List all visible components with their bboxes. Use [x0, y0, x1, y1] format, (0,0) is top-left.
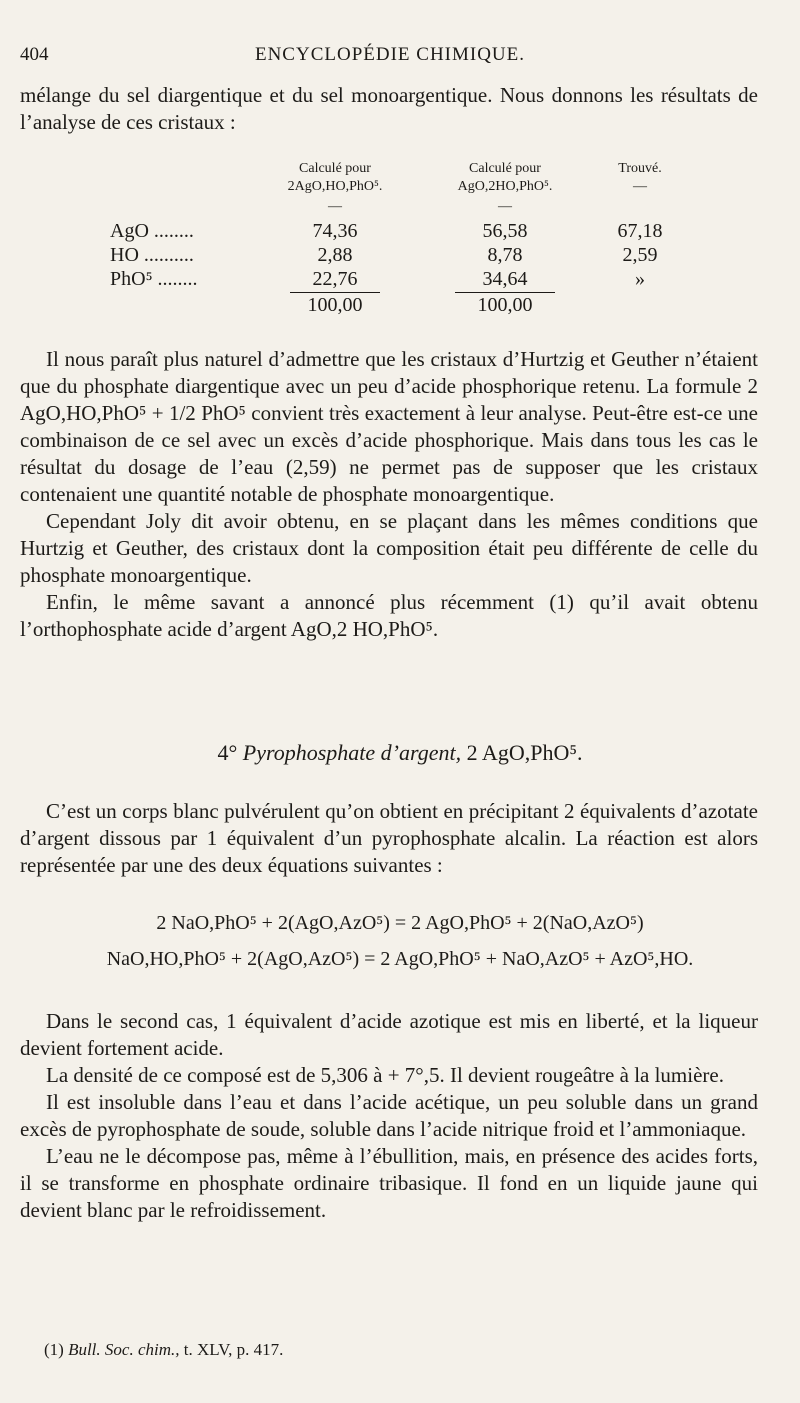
footnote-mark: (1): [44, 1340, 64, 1359]
col2-header-line2: AgO,2HO,PhO⁵.: [457, 179, 553, 194]
col2-header-line1: Calculé pour: [469, 161, 541, 176]
row-value: 56,58: [482, 220, 528, 242]
paragraph: La densité de ce composé est de 5,306 à + 7°,5. Il devient rougeâtre à la lumière.: [46, 1063, 724, 1087]
paragraph: C’est un corps blanc pulvérulent qu’on obtient en précipitant 2 équivalents d’azotate d’argent dissous par 1 équivalent d’un pyrophosphate alcalin. La réaction est alors représentée par une des deux équations suivantes :: [20, 799, 758, 877]
paragraph: Cependant Joly dit avoir obtenu, en se plaçant dans les mêmes conditions que Hurtzig et Geuther, des cristaux dont la composition était peu différente de celle du phosphate monoargentique.: [20, 509, 758, 587]
page-number: 404: [20, 44, 49, 65]
equation-2: NaO,HO,PhO⁵ + 2(AgO,AzO⁵) = 2 AgO,PhO⁵ + NaO,AzO⁵ + AzO⁵,HO.: [106, 948, 694, 970]
row-label: PhO⁵ ........: [110, 268, 198, 290]
row-label: AgO ........: [110, 220, 194, 242]
table-row: [110, 244, 710, 268]
row-value: 2,88: [317, 244, 353, 266]
equation-1: 2 NaO,PhO⁵ + 2(AgO,AzO⁵) = 2 AgO,PhO⁵ + 2(NaO,AzO⁵): [156, 912, 644, 934]
intro-text: mélange du sel diargentique et du sel monoargentique. Nous donnons les résultats de l’analyse de ces cristaux :: [20, 83, 758, 134]
section-number: 4°: [217, 740, 238, 765]
total-rule: [455, 292, 555, 293]
total-value: 100,00: [307, 294, 363, 316]
row-value: 74,36: [312, 220, 358, 242]
col3-header-line2: —: [633, 179, 647, 194]
running-title: ENCYCLOPÉDIE CHIMIQUE.: [254, 44, 526, 65]
footnote-ref: t. XLV, p. 417.: [183, 1340, 284, 1359]
col1-header-line2: 2AgO,HO,PhO⁵.: [287, 179, 383, 194]
paragraph: Il nous paraît plus naturel d’admettre que les cristaux d’Hurtzig et Geuther n’étaient que du phosphate diargentique avec un peu d’acide phosphorique retenu. La formule 2 AgO,HO,PhO⁵ + 1/2 PhO⁵ convient très exactement à leur analyse. Peut-être est-ce une combinaison de ce sel avec un excès d’acide phosphorique. Mais dans tous les cas le résultat du dosage de l’eau (2,59) ne permet pas de supposer que les cristaux contenaient une quantité notable de phosphate monoargentique.: [20, 347, 758, 506]
col3-header-line1: Trouvé.: [618, 161, 662, 176]
col1-header-line1: Calculé pour: [299, 161, 371, 176]
total-row: [110, 294, 710, 318]
reaction-paragraph: [20, 798, 758, 879]
col2-header: [430, 160, 580, 196]
col1-dash: —: [328, 199, 342, 214]
property-paragraphs: [20, 1008, 758, 1224]
section-formula: 2 AgO,PhO⁵.: [466, 740, 583, 765]
col2-dash: —: [498, 199, 512, 214]
footnote: [44, 1340, 283, 1360]
row-value: »: [635, 268, 645, 290]
intro-paragraph: [20, 82, 758, 136]
row-value: 2,59: [622, 244, 658, 266]
paragraph: Il est insoluble dans l’eau et dans l’acide acétique, un peu soluble dans un grand excès de pyrophosphate de soude, soluble dans l’acide nitrique froid et l’ammoniaque.: [20, 1090, 758, 1141]
row-value: 22,76: [312, 268, 358, 290]
footnote-source: Bull. Soc. chim.,: [68, 1340, 180, 1359]
paragraph: L’eau ne le décompose pas, même à l’ébullition, mais, en présence des acides forts, il se transforme en phosphate ordinaire tribasique. Il fond en un liquide jaune qui devient blanc par le refroidissement.: [20, 1144, 758, 1222]
col3-header: [590, 160, 690, 196]
total-rule: [290, 292, 380, 293]
row-value: 8,78: [487, 244, 523, 266]
section-heading: [0, 740, 800, 766]
paragraph: Enfin, le même savant a annoncé plus récemment (1) qu’il avait obtenu l’orthophosphate acide d’argent AgO,2 HO,PhO⁵.: [20, 590, 758, 641]
paragraph: Dans le second cas, 1 équivalent d’acide azotique est mis en liberté, et la liqueur devient fortement acide.: [20, 1009, 758, 1060]
col1-header: [260, 160, 410, 196]
total-value: 100,00: [477, 294, 533, 316]
row-value: 67,18: [617, 220, 663, 242]
section-title: Pyrophosphate d’argent,: [242, 740, 462, 765]
row-label: HO ..........: [110, 244, 194, 266]
table-row: [110, 268, 710, 292]
row-value: 34,64: [482, 268, 528, 290]
main-paragraphs: [20, 346, 758, 643]
table-row: [110, 220, 710, 244]
running-header: [20, 44, 760, 72]
